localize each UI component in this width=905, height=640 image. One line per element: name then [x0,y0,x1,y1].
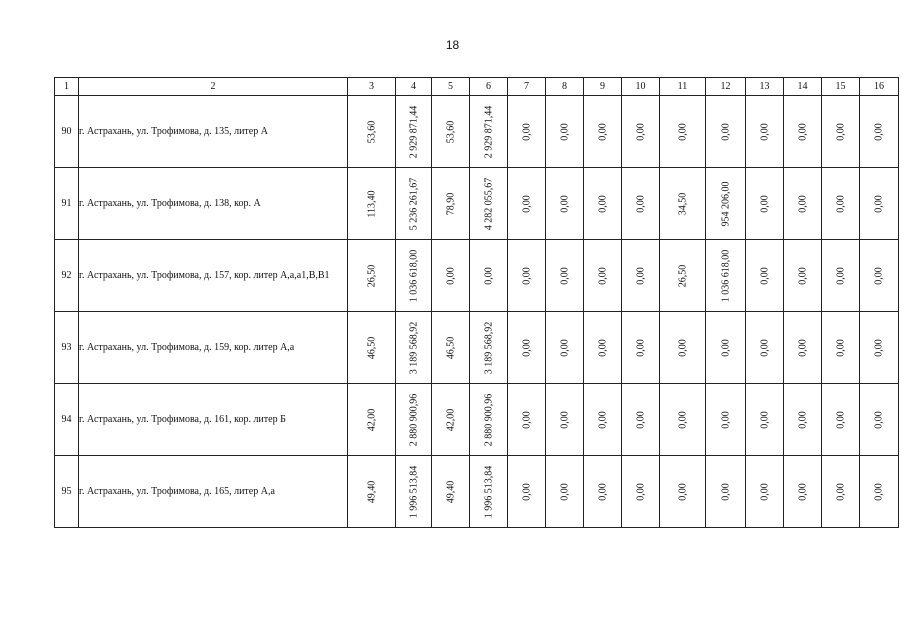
value-text: 113,40 [366,189,377,218]
value-cell [508,96,546,168]
value-text: 0,00 [521,410,532,429]
value-cell [508,456,546,528]
address-cell: г. Астрахань, ул. Трофимова, д. 157, кор. литер А,а,а1,В,В1 [79,240,348,312]
value-text: 0,00 [835,338,846,357]
value-text: 0,00 [597,482,608,501]
value-text: 0,00 [597,266,608,285]
value-cell [584,384,622,456]
value-cell [470,456,508,528]
value-cell [396,168,432,240]
value-text: 0,00 [873,194,885,213]
address-cell: г. Астрахань, ул. Трофимова, д. 135, литер А [79,96,348,168]
value-cell [432,456,470,528]
value-text: 0,00 [559,266,570,285]
value-text: 954 206,00 [720,181,731,226]
value-text: 0,00 [635,266,646,285]
value-cell [860,384,899,456]
value-text: 0,00 [759,194,770,213]
value-text: 0,00 [759,266,770,285]
value-text: 0,00 [559,194,570,213]
column-number-2: 2 [79,78,348,96]
address-cell: г. Астрахань, ул. Трофимова, д. 161, кор. литер Б [79,384,348,456]
value-cell [584,312,622,384]
value-text: 0,00 [635,122,646,141]
value-text: 1 036 618,00 [408,249,419,302]
value-cell [706,456,746,528]
value-cell [584,96,622,168]
value-text: 0,00 [597,194,608,213]
value-cell [396,312,432,384]
value-cell [470,240,508,312]
value-text: 4 282 055,67 [483,177,494,230]
value-cell [508,384,546,456]
value-cell [746,312,784,384]
value-cell [432,384,470,456]
value-cell [660,312,706,384]
value-cell [706,168,746,240]
value-cell [432,312,470,384]
column-number-12: 12 [706,78,746,96]
value-cell [546,96,584,168]
value-cell [508,312,546,384]
value-cell [784,240,822,312]
value-cell [432,240,470,312]
value-cell [470,168,508,240]
value-text: 34,50 [677,192,688,215]
value-cell [860,96,899,168]
value-text: 2 929 871,44 [408,105,419,158]
value-cell [860,168,899,240]
value-text: 0,00 [521,266,532,285]
value-text: 3 189 568,92 [483,321,494,374]
value-cell [584,168,622,240]
value-text: 1 996 513,84 [408,465,419,518]
value-text: 2 880 900,96 [408,393,419,446]
value-text: 0,00 [720,410,731,429]
value-cell [348,168,396,240]
value-text: 46,50 [366,336,377,359]
column-number-8: 8 [546,78,584,96]
value-cell [432,96,470,168]
column-number-5: 5 [432,78,470,96]
value-cell [784,168,822,240]
column-number-11: 11 [660,78,706,96]
value-text: 0,00 [873,122,885,141]
value-text: 53,60 [445,120,456,143]
value-text: 0,00 [521,122,532,141]
column-number-13: 13 [746,78,784,96]
value-text: 3 189 568,92 [408,321,419,374]
column-number-7: 7 [508,78,546,96]
value-cell [660,96,706,168]
value-cell [584,240,622,312]
value-text: 26,50 [366,264,377,287]
row-number: 90 [55,96,79,168]
value-text: 0,00 [677,482,688,501]
value-cell [546,168,584,240]
column-number-row [55,78,899,96]
value-text: 0,00 [873,338,885,357]
value-text: 0,00 [559,122,570,141]
value-text: 53,60 [366,120,377,143]
value-text: 0,00 [835,410,846,429]
column-number-4: 4 [396,78,432,96]
row-number: 91 [55,168,79,240]
value-text: 0,00 [835,482,846,501]
value-cell [822,96,860,168]
value-cell [432,168,470,240]
value-cell [396,240,432,312]
value-text: 0,00 [677,122,688,141]
value-cell [470,312,508,384]
value-text: 0,00 [677,338,688,357]
value-cell [822,456,860,528]
value-cell [546,384,584,456]
value-cell [860,240,899,312]
row-number: 95 [55,456,79,528]
value-cell [860,456,899,528]
value-text: 42,00 [366,408,377,431]
value-text: 26,50 [677,264,688,287]
value-cell [660,456,706,528]
value-cell [746,240,784,312]
value-cell [660,384,706,456]
value-cell [822,384,860,456]
value-text: 2 880 900,96 [483,393,494,446]
value-text: 0,00 [797,482,808,501]
value-text: 0,00 [559,410,570,429]
value-cell [822,312,860,384]
column-number-3: 3 [348,78,396,96]
value-text: 1 996 513,84 [483,465,494,518]
value-text: 0,00 [759,410,770,429]
value-text: 0,00 [483,266,494,285]
column-number-9: 9 [584,78,622,96]
value-text: 0,00 [677,410,688,429]
value-text: 49,40 [366,480,377,503]
value-text: 0,00 [797,122,808,141]
value-cell [706,312,746,384]
value-text: 42,00 [445,408,456,431]
value-text: 0,00 [873,410,885,429]
row-number: 92 [55,240,79,312]
column-number-6: 6 [470,78,508,96]
value-text: 0,00 [635,482,646,501]
value-cell [746,456,784,528]
column-number-16: 16 [860,78,899,96]
value-text: 2 929 871,44 [483,105,494,158]
table-row [55,96,899,168]
value-cell [746,168,784,240]
table-row [55,312,899,384]
value-text: 0,00 [797,266,808,285]
value-cell [348,456,396,528]
value-cell [348,312,396,384]
value-text: 0,00 [559,482,570,501]
value-text: 0,00 [797,410,808,429]
value-text: 0,00 [835,266,846,285]
value-text: 0,00 [597,410,608,429]
value-cell [860,312,899,384]
value-text: 0,00 [597,338,608,357]
value-text: 0,00 [635,410,646,429]
value-cell [706,240,746,312]
table-row [55,456,899,528]
value-cell [584,456,622,528]
value-cell [822,168,860,240]
value-cell [706,96,746,168]
value-cell [348,384,396,456]
value-cell [746,96,784,168]
column-number-15: 15 [822,78,860,96]
value-text: 0,00 [759,122,770,141]
value-cell [622,456,660,528]
row-number: 93 [55,312,79,384]
value-cell [546,240,584,312]
value-cell [660,240,706,312]
table-row [55,384,899,456]
table-row [55,240,899,312]
table-row [55,168,899,240]
value-cell [784,456,822,528]
value-text: 0,00 [559,338,570,357]
value-cell [784,384,822,456]
value-cell [396,384,432,456]
value-cell [746,384,784,456]
value-text: 0,00 [835,122,846,141]
value-cell [660,168,706,240]
value-cell [622,312,660,384]
value-text: 49,40 [445,480,456,503]
page-number: 18 [445,38,460,52]
value-text: 0,00 [720,122,731,141]
value-text: 0,00 [445,266,456,285]
value-cell [822,240,860,312]
value-cell [470,384,508,456]
value-cell [470,96,508,168]
registry-table [54,77,899,528]
value-cell [622,168,660,240]
value-cell [622,96,660,168]
value-cell [396,96,432,168]
value-text: 0,00 [873,266,885,285]
value-cell [508,168,546,240]
value-text: 0,00 [835,194,846,213]
value-cell [784,96,822,168]
value-text: 0,00 [873,482,885,501]
value-text: 0,00 [720,482,731,501]
value-cell [622,384,660,456]
value-text: 46,50 [445,336,456,359]
value-cell [784,312,822,384]
value-text: 0,00 [521,482,532,501]
address-cell: г. Астрахань, ул. Трофимова, д. 159, кор. литер А,а [79,312,348,384]
value-text: 0,00 [635,194,646,213]
value-cell [622,240,660,312]
value-cell [348,240,396,312]
value-text: 0,00 [759,482,770,501]
value-cell [396,456,432,528]
value-text: 5 236 261,67 [408,177,419,230]
value-cell [546,456,584,528]
value-text: 0,00 [635,338,646,357]
value-cell [706,384,746,456]
value-text: 0,00 [720,338,731,357]
column-number-10: 10 [622,78,660,96]
value-cell [508,240,546,312]
value-text: 0,00 [797,194,808,213]
value-text: 0,00 [521,194,532,213]
table-body [55,78,899,528]
address-cell: г. Астрахань, ул. Трофимова, д. 138, кор. А [79,168,348,240]
value-text: 0,00 [521,338,532,357]
column-number-1: 1 [55,78,79,96]
value-text: 1 036 618,00 [720,249,731,302]
address-cell: г. Астрахань, ул. Трофимова, д. 165, литер А,а [79,456,348,528]
value-cell [546,312,584,384]
value-text: 78,90 [445,192,456,215]
value-text: 0,00 [759,338,770,357]
row-number: 94 [55,384,79,456]
value-text: 0,00 [597,122,608,141]
column-number-14: 14 [784,78,822,96]
value-cell [348,96,396,168]
value-text: 0,00 [797,338,808,357]
